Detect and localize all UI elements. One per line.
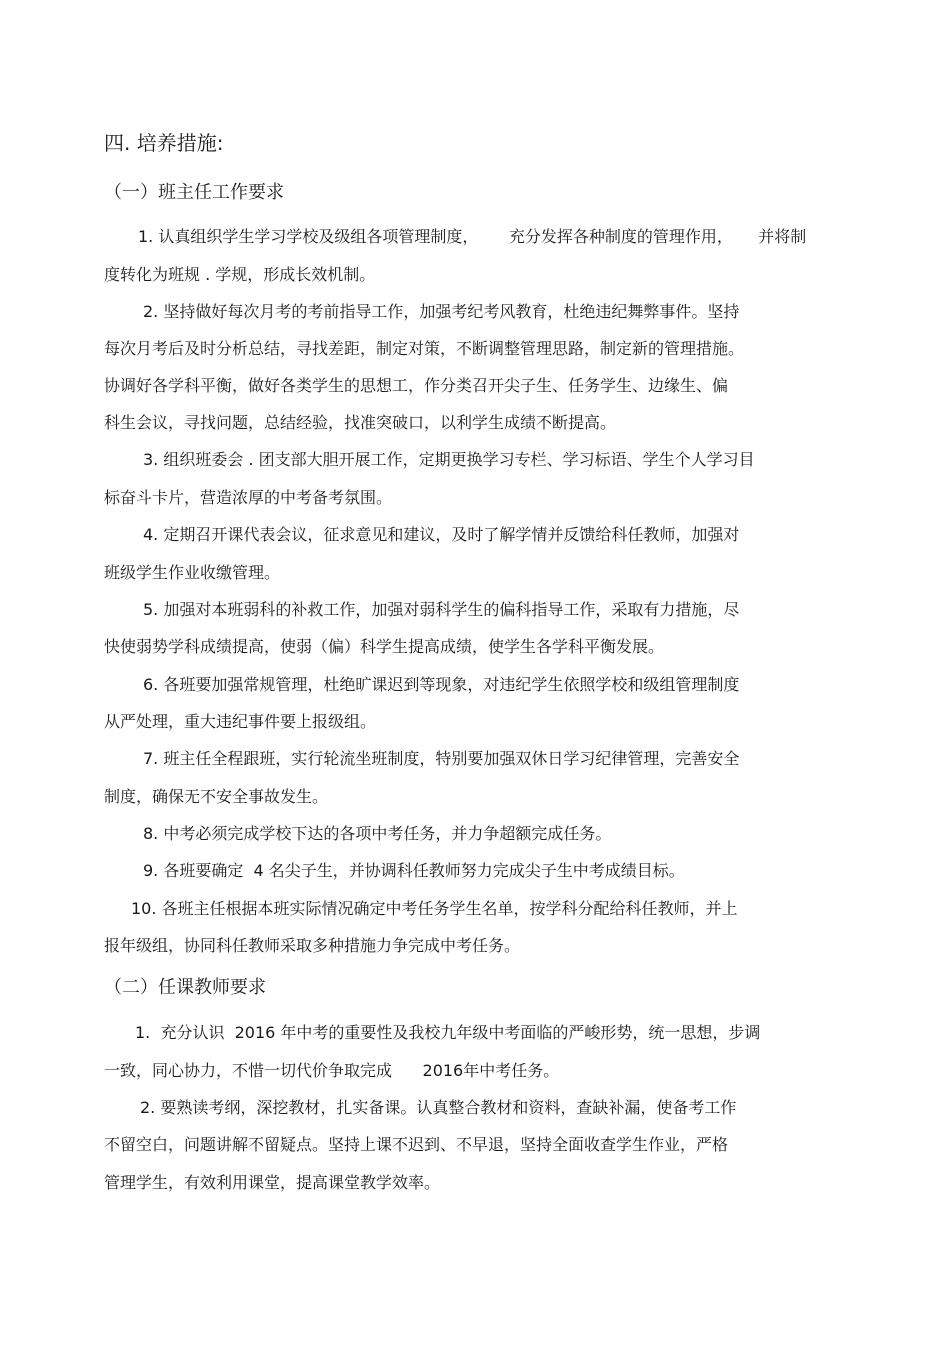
paragraph-line: 2. 要熟读考纲，深挖教材，扎实备课。认真整合教材和资料，查缺补漏，使备考工作 (140, 1098, 737, 1117)
paragraph-line: 5. 加强对本班弱科的补救工作，加强对弱科学生的偏科指导工作，采取有力措施，尽 (143, 600, 740, 619)
paragraph-line: 从严处理，重大违纪事件要上报级组。 (104, 712, 377, 731)
paragraph-line: 3. 组织班委会 . 团支部大胆开展工作，定期更换学习专栏、学习标语、学生个人学习目 (143, 450, 755, 469)
subsection-title-2: （二）任课教师要求 (104, 977, 266, 998)
paragraph-line: 9. 各班要确定 4 名尖子生，并协调科任教师努力完成尖子生中考成绩目标。 (143, 861, 685, 880)
paragraph-line: 报年级组，协同科任教师采取多种措施力争完成中考任务。 (104, 936, 521, 955)
paragraph-line: 1. 充分认识 2016 年中考的重要性及我校九年级中考面临的严峻形势，统一思想，步调 (135, 1023, 761, 1042)
section-heading: 四. 培养措施: (104, 131, 224, 155)
paragraph-line: 一致，同心协力，不惜一切代价争取完成 2016年中考任务。 (104, 1061, 560, 1080)
paragraph-line: 不留空白，问题讲解不留疑点。坚持上课不迟到、不早退，坚持全面收查学生作业，严格 (104, 1135, 729, 1154)
paragraph-line: 管理学生，有效利用课堂，提高课堂教学效率。 (104, 1173, 441, 1192)
paragraph-line: 6. 各班要加强常规管理，杜绝旷课迟到等现象，对违纪学生依照学校和级组管理制度 (143, 675, 740, 694)
paragraph-line: 1. 认真组织学生学习学校及级组各项管理制度， 充分发挥各种制度的管理作用， 并将制 (138, 227, 807, 246)
paragraph-line: 4. 定期召开课代表会议，征求意见和建议，及时了解学情并反馈给科任教师，加强对 (143, 525, 740, 544)
paragraph-line: 8. 中考必须完成学校下达的各项中考任务，并力争超额完成任务。 (143, 824, 612, 843)
paragraph-line: 协调好各学科平衡，做好各类学生的思想工，作分类召开尖子生、任务学生、边缘生、偏 (104, 376, 729, 395)
subsection-title-1: （一）班主任工作要求 (104, 182, 284, 203)
paragraph-line: 标奋斗卡片，营造浓厚的中考备考氛围。 (104, 488, 393, 507)
paragraph-line: 制度，确保无不安全事故发生。 (104, 787, 329, 806)
paragraph-line: 每次月考后及时分析总结，寻找差距，制定对策，不断调整管理思路，制定新的管理措施。 (104, 339, 745, 358)
paragraph-line: 度转化为班规 . 学规，形成长效机制。 (104, 265, 376, 284)
paragraph-line: 7. 班主任全程跟班，实行轮流坐班制度，特别要加强双休日学习纪律管理，完善安全 (143, 749, 740, 768)
paragraph-line: 2. 坚持做好每次月考的考前指导工作，加强考纪考风教育，杜绝违纪舞弊事件。坚持 (143, 302, 740, 321)
paragraph-line: 10. 各班主任根据本班实际情况确定中考任务学生名单，按学科分配给科任教师，并上 (131, 899, 738, 918)
paragraph-line: 班级学生作业收缴管理。 (104, 563, 281, 582)
paragraph-line: 科生会议，寻找问题，总结经验，找准突破口，以利学生成绩不断提高。 (104, 413, 617, 432)
paragraph-line: 快使弱势学科成绩提高，使弱（偏）科学生提高成绩，使学生各学科平衡发展。 (104, 637, 665, 656)
